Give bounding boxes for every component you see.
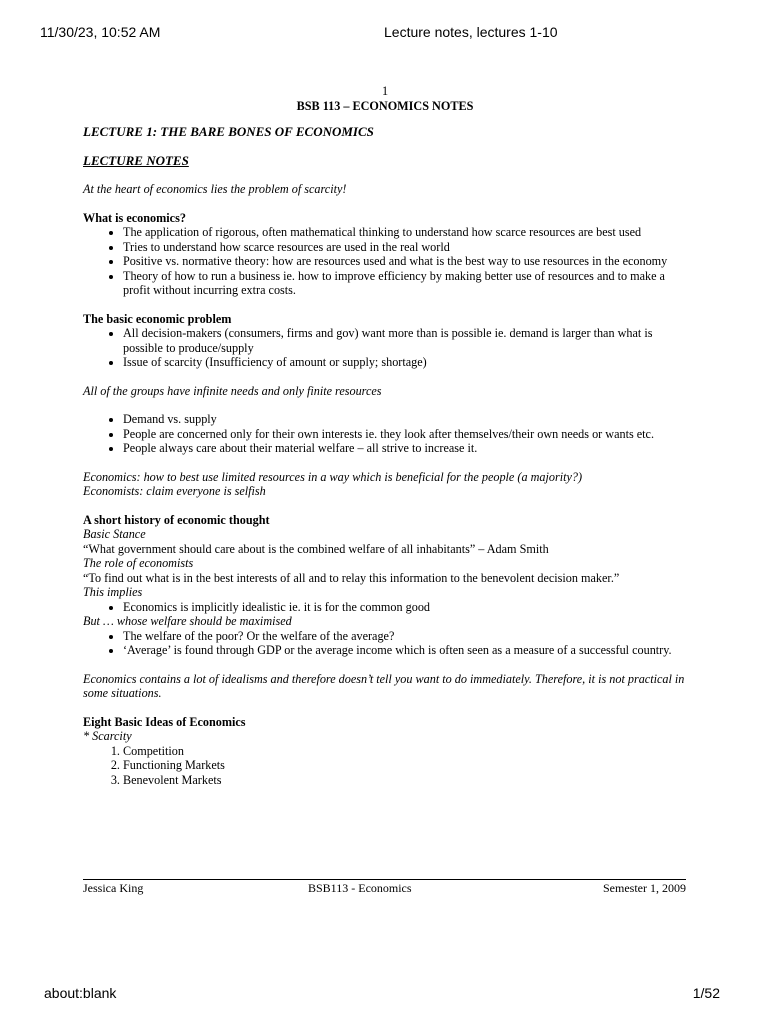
scarcity-label: * Scarcity [83,729,132,743]
basic-stance-quote: “What government should care about is the combined welfare of all inhabitants” – Adam Smith [83,541,549,556]
list-item: 2. Functioning Markets [123,758,687,773]
role-quote: “To find out what is in the best interests of all and to relay this information to the benevolent decision maker.” [83,570,620,585]
basic-problem-list [83,326,687,370]
groups-note: All of the groups have infinite needs and only finite resources [83,383,382,398]
document-page [83,84,687,787]
list-item: 1. Competition [123,744,687,759]
but-list [83,629,687,658]
list-item: • ‘Average’ is found through GDP or the average income which is often seen as a measure of a successful country. [123,643,687,658]
page-number: 1 [381,84,389,98]
print-url: about:blank [44,985,117,1001]
lecture-heading: LECTURE 1: THE BARE BONES OF ECONOMICS [83,124,374,139]
list-item: • Theory of how to run a business ie. how to improve efficiency by making better use of resources and to make a profit without incurring extra costs. [123,269,687,298]
document-title: BSB 113 – ECONOMICS NOTES [296,98,474,113]
list-item: • Tries to understand how scarce resources are used in the real world [123,240,687,255]
footer-semester: Semester 1, 2009 [603,881,686,895]
section-heading-eight-ideas: Eight Basic Ideas of Economics [83,714,246,729]
section-heading-what-is: What is economics? [83,210,186,225]
intro-text: At the heart of economics lies the problem of scarcity! [83,182,347,196]
section-heading-basic-problem: The basic economic problem [83,311,232,326]
implies-label: This implies [83,585,143,599]
role-label: The role of economists [83,556,194,570]
list-item: • Economics is implicitly idealistic ie. it is for the common good [123,600,687,615]
document-footer [83,879,686,897]
list-item: • People always care about their material welfare – all strive to increase it. [123,441,687,456]
print-page-counter: 1/52 [692,985,720,1001]
list-item: • Demand vs. supply [123,412,687,427]
economists-definition: Economists: claim everyone is selfish [83,484,266,498]
idealism-note: Economics contains a lot of idealisms and therefore doesn’t tell you want to do immediately. Therefore, it is not practical in some situations. [83,671,685,700]
print-datetime: 11/30/23, 10:52 AM [40,24,161,40]
but-label: But … whose welfare should be maximised [83,614,292,628]
list-item: • People are concerned only for their own interests ie. they look after themselves/their own needs or wants etc. [123,427,687,442]
section-heading-history: A short history of economic thought [83,512,270,527]
what-is-list [83,225,687,298]
print-title: Lecture notes, lectures 1-10 [384,24,558,40]
implies-list [83,600,687,615]
eight-ideas-list [83,744,687,788]
list-item: • The application of rigorous, often mathematical thinking to understand how scarce resources are best used [123,225,687,240]
footer-author: Jessica King [83,881,144,895]
list-item: • Positive vs. normative theory: how are resources used and what is the best way to use resources in the economy [123,254,687,269]
print-header [0,24,768,42]
list-item: • All decision-makers (consumers, firms and gov) want more than is possible ie. demand is larger than what is possible to produce/supply [123,326,687,355]
economics-definition: Economics: how to best use limited resources in a way which is beneficial for the people (a majority?) [83,469,583,484]
footer-course: BSB113 - Economics [308,881,412,895]
demand-list [83,412,687,456]
list-item: • Issue of scarcity (Insufficiency of amount or supply; shortage) [123,355,687,370]
lecture-notes-heading: LECTURE NOTES [83,152,189,168]
list-item: 3. Benevolent Markets [123,773,687,788]
list-item: • The welfare of the poor? Or the welfare of the average? [123,629,687,644]
basic-stance-label: Basic Stance [83,527,146,541]
